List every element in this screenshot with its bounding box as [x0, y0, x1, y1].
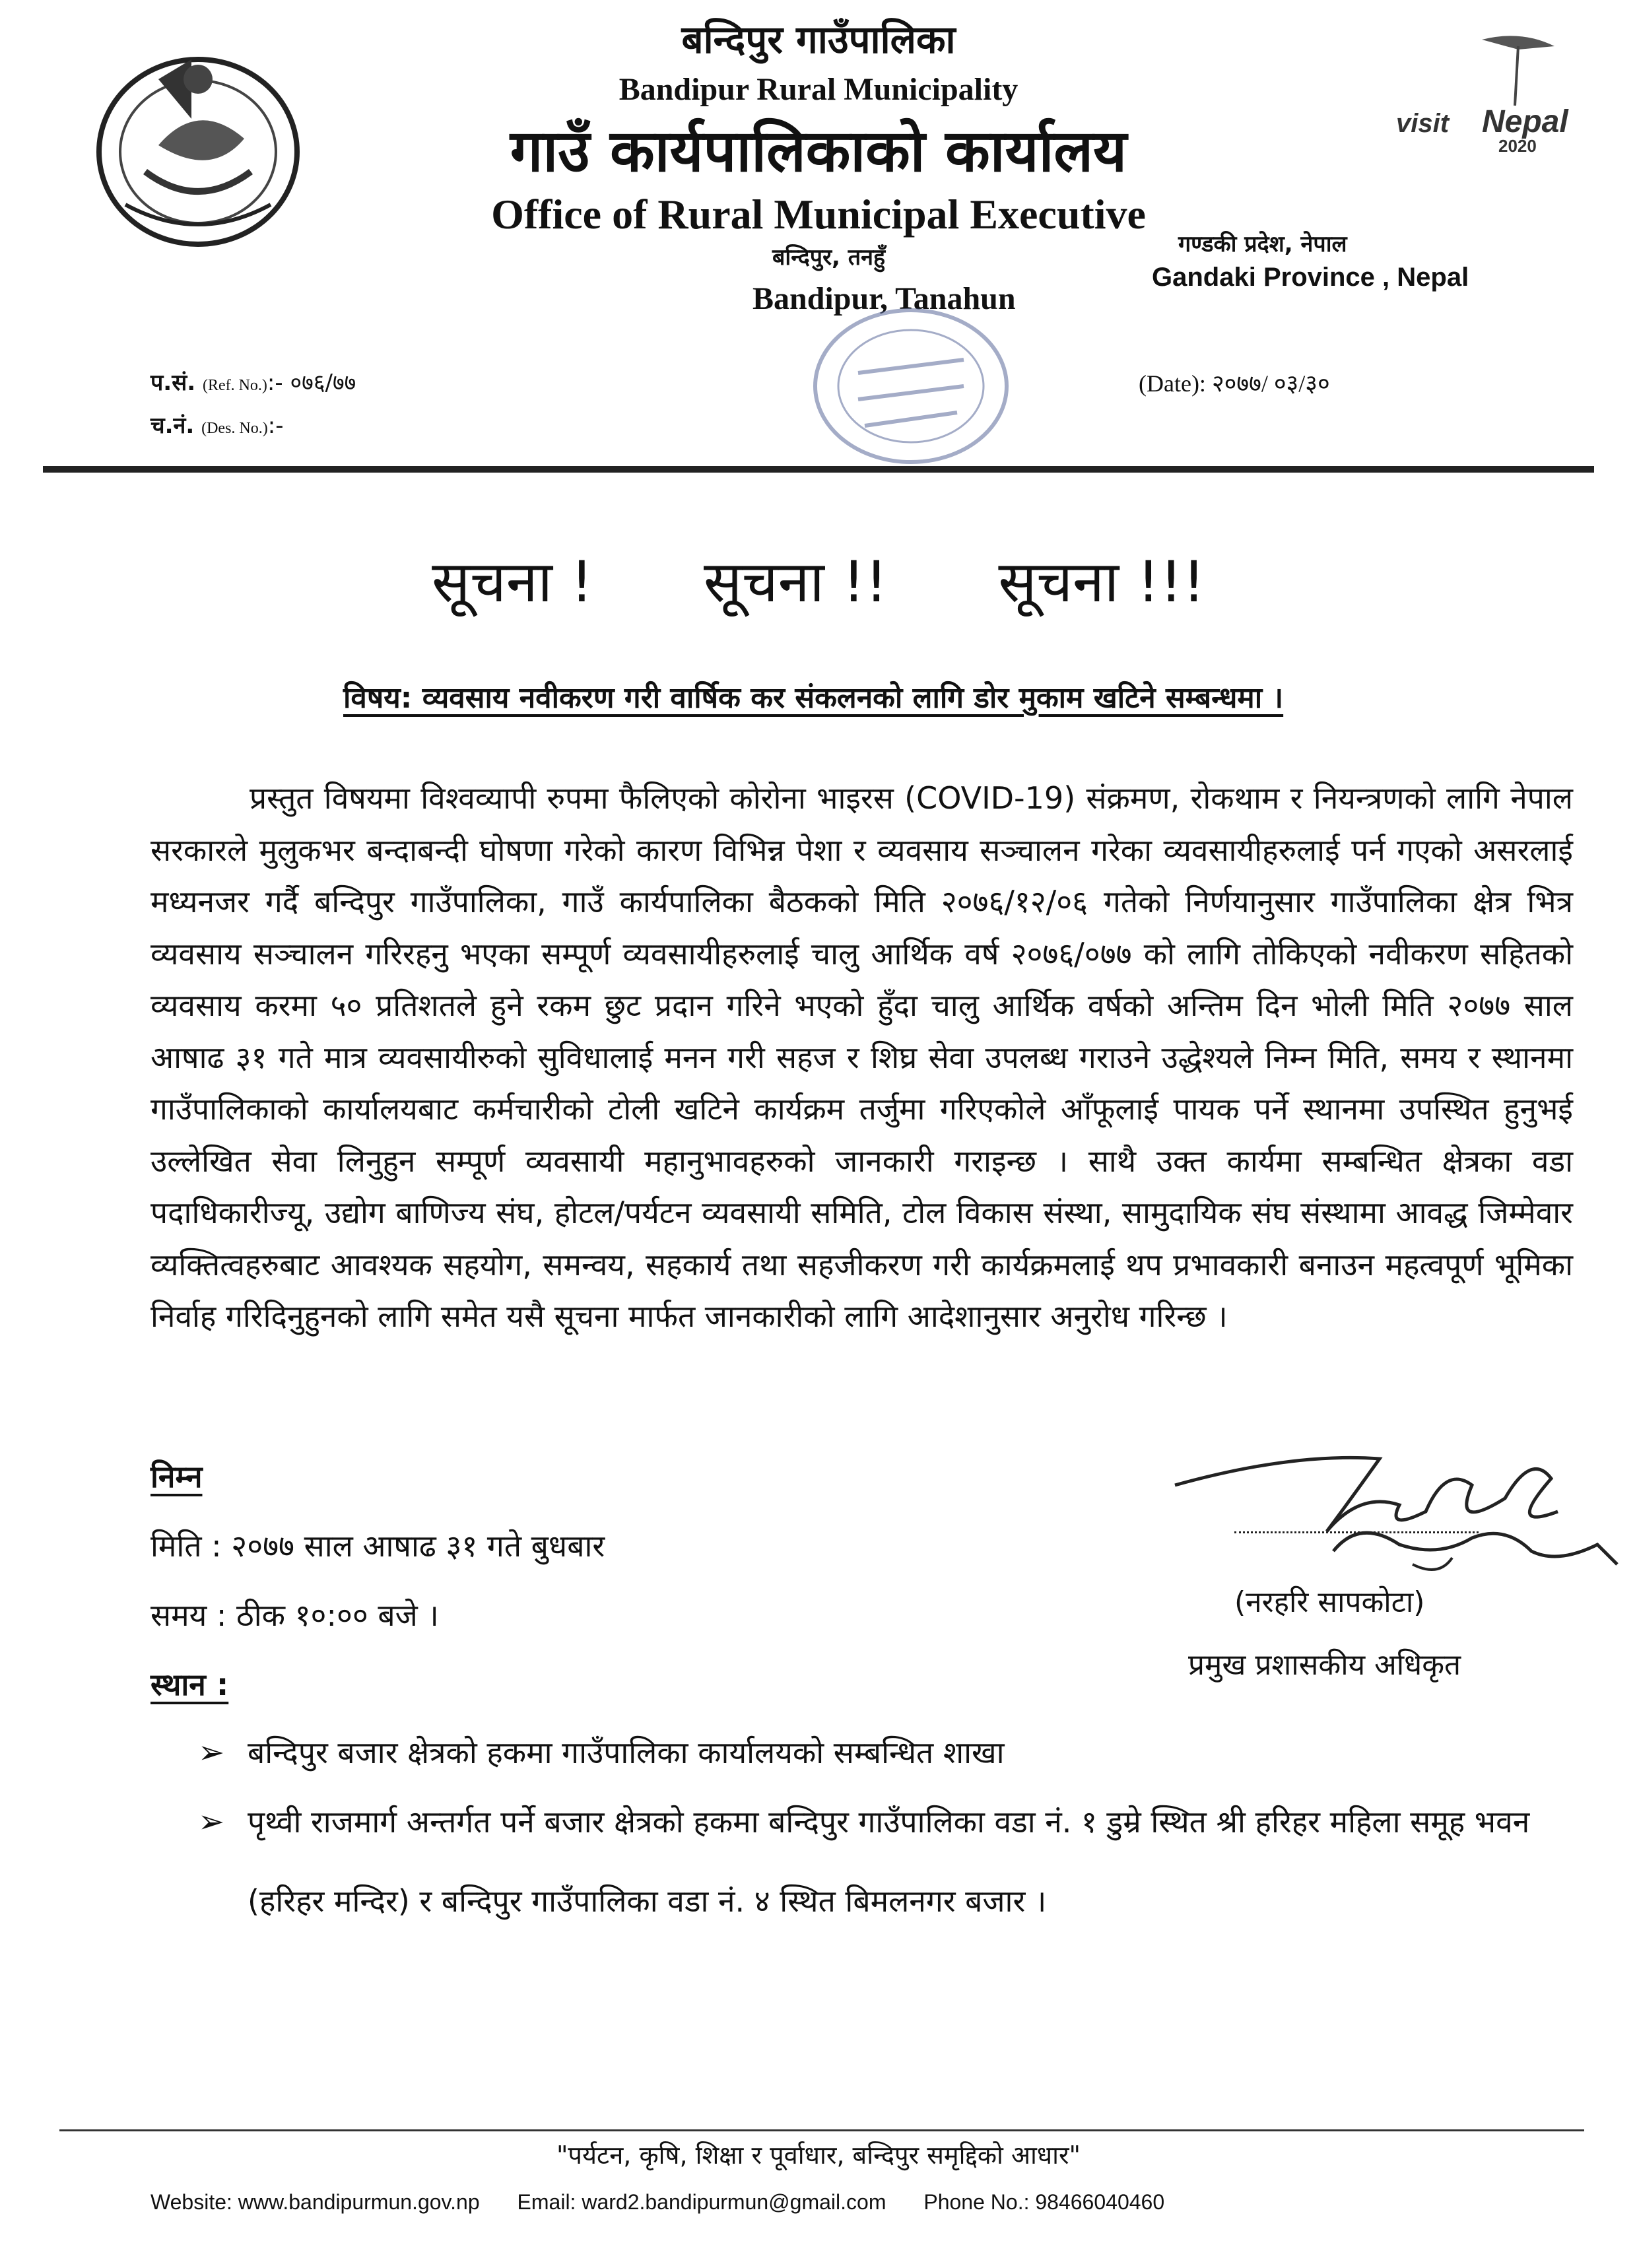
date-value: २०७७/ ०३/३० — [1205, 370, 1330, 397]
svg-text:Nepal: Nepal — [1482, 104, 1568, 139]
phone-number: Phone No.: 98466040460 — [923, 2190, 1165, 2214]
municipality-name-english: Bandipur Rural Municipality — [618, 72, 1019, 107]
svg-text:2020: 2020 — [1498, 136, 1537, 156]
list-item — [198, 1713, 1571, 1792]
notice-1: सूचना ! — [432, 549, 593, 615]
ref-label-en: (Ref. No.) — [202, 377, 267, 394]
des-label-en: (Des. No.) — [201, 420, 268, 437]
office-name-nepali: गाउँ कार्यपालिकाको कार्यालय — [510, 117, 1127, 185]
province-nepali: गण्डकी प्रदेश, नेपाल — [1178, 231, 1347, 257]
event-place-heading: स्थान : — [150, 1667, 229, 1702]
notice-3: सूचना !!! — [998, 549, 1205, 615]
signer-title: प्रमुख प्रशासकीय अधिकृत — [1188, 1648, 1461, 1682]
signer-name: (नरहरि सापकोटा) — [1234, 1585, 1425, 1619]
svg-text:visit: visit — [1396, 109, 1450, 138]
arrow-bullet-icon: ➢ — [198, 1803, 225, 1840]
office-name-english: Office of Rural Municipal Executive — [491, 191, 1146, 238]
location-english: Bandipur, Tanahun — [752, 281, 1016, 316]
footer-motto: "पर्यटन, कृषि, शिक्षा र पूर्वाधार, बन्दिपुर समृद्दिको आधार" — [556, 2141, 1081, 2170]
event-time: समय : ठीक १०:०० बजे । — [150, 1597, 439, 1633]
office-stamp — [805, 300, 1017, 472]
notice-2: सूचना !! — [704, 549, 888, 615]
signature-line — [1234, 1531, 1479, 1533]
email-link[interactable]: Email: ward2.bandipurmun@gmail.com — [517, 2190, 886, 2214]
des-label: च.नं. — [150, 413, 195, 439]
municipality-name-nepali: बन्दिपुर गाउँपालिका — [681, 17, 956, 62]
reference-number — [150, 366, 356, 397]
province-english: Gandaki Province , Nepal — [1152, 263, 1469, 292]
following-heading: निम्न — [150, 1459, 203, 1494]
ref-value: :- ०७६/७७ — [267, 370, 356, 396]
list-item — [198, 1782, 1571, 1941]
footer-divider — [59, 2129, 1584, 2131]
list-item-text: पृथ्वी राजमार्ग अन्तर्गत पर्ने बजार क्षेत्रको हकमा बन्दिपुर गाउँपालिका वडा नं. १ डुम्रे स्थित श्री हरिहर महिला समूह भवन (हरिहर मन्दिर) र बन्दिपुर गाउँपालिका वडा नं. ४ स्थित बिमलनगर बजार । — [248, 1804, 1530, 1919]
dispatch-number — [150, 409, 283, 440]
footer-contact — [150, 2190, 1196, 2215]
header-divider — [43, 466, 1594, 473]
arrow-bullet-icon: ➢ — [198, 1734, 225, 1771]
event-date: मिति : २०७७ साल आषाढ ३१ गते बुधबार — [150, 1528, 605, 1564]
website-link[interactable]: Website: www.bandipurmun.gov.np — [150, 2190, 480, 2214]
notice-heading — [0, 541, 1637, 618]
subject-line: विषय: व्यवसाय नवीकरण गरी वार्षिक कर संकलनको लागि डोर मुकाम खटिने सम्बन्धमा । — [343, 681, 1284, 715]
location-nepali: बन्दिपुर, तनहुँ — [772, 244, 886, 271]
ref-label: प.सं. — [150, 370, 196, 396]
des-value: :- — [267, 413, 284, 439]
date-label: (Date): — [1139, 370, 1206, 397]
list-item-text: बन्दिपुर बजार क्षेत्रको हकमा गाउँपालिका कार्यालयको सम्बन्धित शाखा — [248, 1735, 1005, 1770]
body-paragraph: प्रस्तुत विषयमा विश्वव्यापी रुपमा फैलिएको कोरोना भाइरस (COVID-19) संक्रमण, रोकथाम र नियन्त्रणको लागि नेपाल सरकारले मुलुकभर बन्दाबन्दी घोषणा गरेको कारण विभिन्न पेशा र व्यवसाय सञ्चालन गरेका व्यवसायीहरुलाई पर्न गएको असरलाई मध्यनजर गर्दै बन्दिपुर गाउँपालिका, गाउँ कार्यपालिका बैठकको मिति २०७६/१२/०६ गतेको निर्णयानुसार गाउँपालिका क्षेत्र भित्र व्यवसाय सञ्चालन गरिरहनु भएका सम्पूर्ण व्यवसायीहरुलाई चालु आर्थिक वर्ष २०७६/०७७ को लागि तोकिएको नवीकरण सहितको व्यवसाय करमा ५० प्रतिशतले हुने रकम छुट प्रदान गरिने भएको हुँदा चालु आर्थिक वर्षको अन्तिम दिन भोली मिति २०७७ साल आषाढ ३१ गते मात्र व्यवसायीरुको सुविधालाई मनन गरी सहज र शिघ्र सेवा उपलब्ध गराउने उद्धेश्यले निम्न मिति, समय र स्थानमा गाउँपालिकाको कार्यालयबाट कर्मचारीको टोली खटिने कार्यक्रम तर्जुमा गरिएकोले आँफूलाई पायक पर्ने स्थानमा उपस्थित हुनुभई उल्लेखित सेवा लिनुहुन सम्पूर्ण व्यवसायी महानुभावहरुको जानकारी गराइन्छ । साथै उक्त कार्यमा सम्बन्धित क्षेत्रका वडा पदाधिकारीज्यू, उद्योग बाणिज्य संघ, होटल/पर्यटन व्यवसायी समिति, टोल विकास संस्था, सामुदायिक संघ संस्थामा आवद्ध जिम्मेवार व्यक्तित्वहरुबाट आवश्यक सहयोग, समन्वय, सहकार्य तथा सहजीकरण गरी कार्यक्रमलाई थप प्रभावकारी बनाउन महत्वपूर्ण भूमिका निर्वाह गरिदिनुहुनको लागि समेत यसै सूचना मार्फत जानकारीको लागि आदेशानुसार अनुरोध गरिन्छ । — [150, 780, 1573, 1334]
letter-date — [1139, 366, 1330, 399]
